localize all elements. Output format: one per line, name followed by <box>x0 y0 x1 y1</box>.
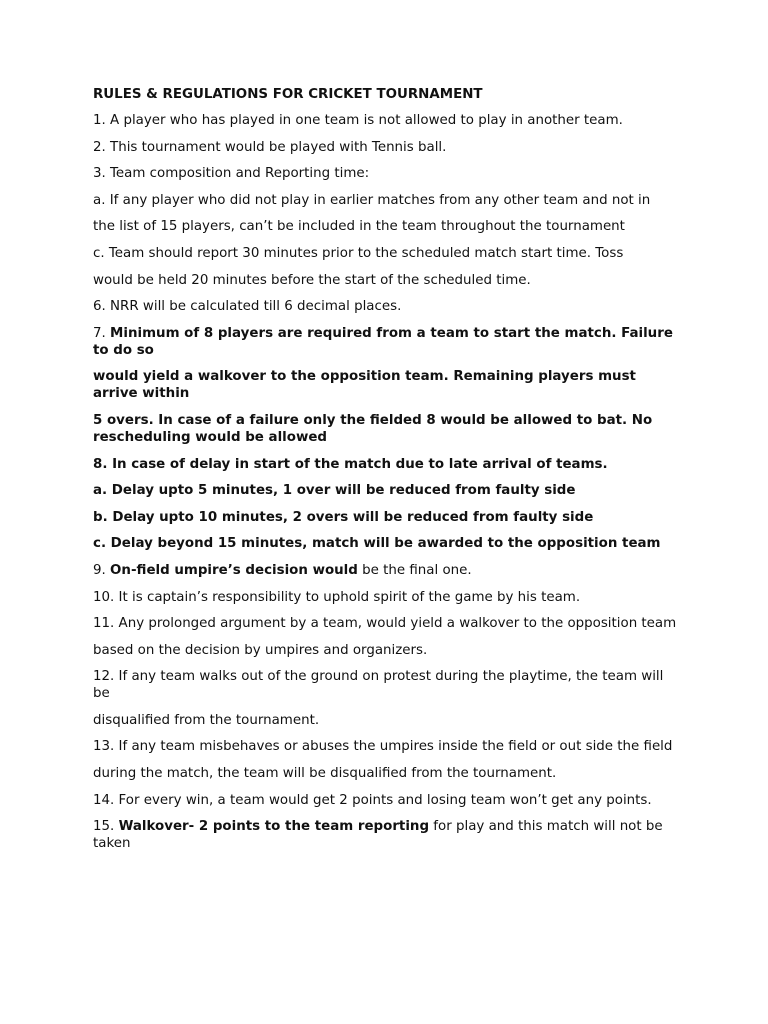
rule-3a: a. If any player who did not play in earlier matches from any other team and not in <box>93 192 651 208</box>
rule-8c: c. Delay beyond 15 minutes, match will be awarded to the opposition team <box>93 536 661 552</box>
rule-3c-continued: would be held 20 minutes before the start of the scheduled time. <box>93 272 531 288</box>
rule-12-continued: disqualified from the tournament. <box>93 712 320 728</box>
rule-8a: a. Delay upto 5 minutes, 1 over will be reduced from faulty side <box>93 483 576 499</box>
document-body <box>93 86 683 862</box>
rule-13-continued: during the match, the team will be disqualified from the tournament. <box>93 766 557 782</box>
rule-13: 13. If any team misbehaves or abuses the umpires inside the field or out side the field <box>93 739 673 755</box>
rule-15-text: for play and this match will not be taken <box>93 819 663 852</box>
rule-3a-continued: the list of 15 players, can’t be included in the team throughout the tournament <box>93 219 625 235</box>
rule-3c: c. Team should report 30 minutes prior to the scheduled match start time. Toss <box>93 245 624 261</box>
rule-7 <box>93 325 683 359</box>
rule-15-bold-text: Walkover- 2 points to the team reporting <box>118 819 430 835</box>
rule-8: 8. In case of delay in start of the match due to late arrival of teams. <box>93 456 608 472</box>
document-title: RULES & REGULATIONS FOR CRICKET TOURNAMENT <box>93 87 483 102</box>
rule-7-continued: would yield a walkover to the opposition team. Remaining players must arrive within <box>93 369 636 402</box>
rule-number: 9. <box>93 562 111 578</box>
rule-9-bold-text: On-field umpire’s decision would <box>110 562 358 578</box>
rule-8b: b. Delay upto 10 minutes, 2 overs will be reduced from faulty side <box>93 509 594 525</box>
rule-6: 6. NRR will be calculated till 6 decimal places. <box>93 299 402 315</box>
rule-10: 10. It is captain’s responsibility to uphold spirit of the game by his team. <box>93 589 581 605</box>
rule-12: 12. If any team walks out of the ground on protest during the playtime, the team will be <box>93 669 664 702</box>
rule-15 <box>93 818 683 852</box>
rule-2: 2. This tournament would be played with Tennis ball. <box>93 139 447 155</box>
rule-14: 14. For every win, a team would get 2 points and losing team won’t get any points. <box>93 792 652 808</box>
rule-11: 11. Any prolonged argument by a team, would yield a walkover to the opposition team <box>93 616 677 632</box>
rule-9 <box>93 562 683 579</box>
rule-number: 15. <box>93 819 119 835</box>
rule-3: 3. Team composition and Reporting time: <box>93 166 370 182</box>
rule-9-text: be the final one. <box>357 562 472 578</box>
rule-11-continued: based on the decision by umpires and organizers. <box>93 642 428 658</box>
rule-number: 7. <box>93 325 111 341</box>
rule-7-continued-2: 5 overs. In case of a failure only the fielded 8 would be allowed to bat. No rescheduling would be allowed <box>93 412 653 445</box>
rule-1: 1. A player who has played in one team is not allowed to play in another team. <box>93 113 623 128</box>
rule-7-bold-text: Minimum of 8 players are required from a team to start the match. Failure to do so <box>93 325 673 358</box>
